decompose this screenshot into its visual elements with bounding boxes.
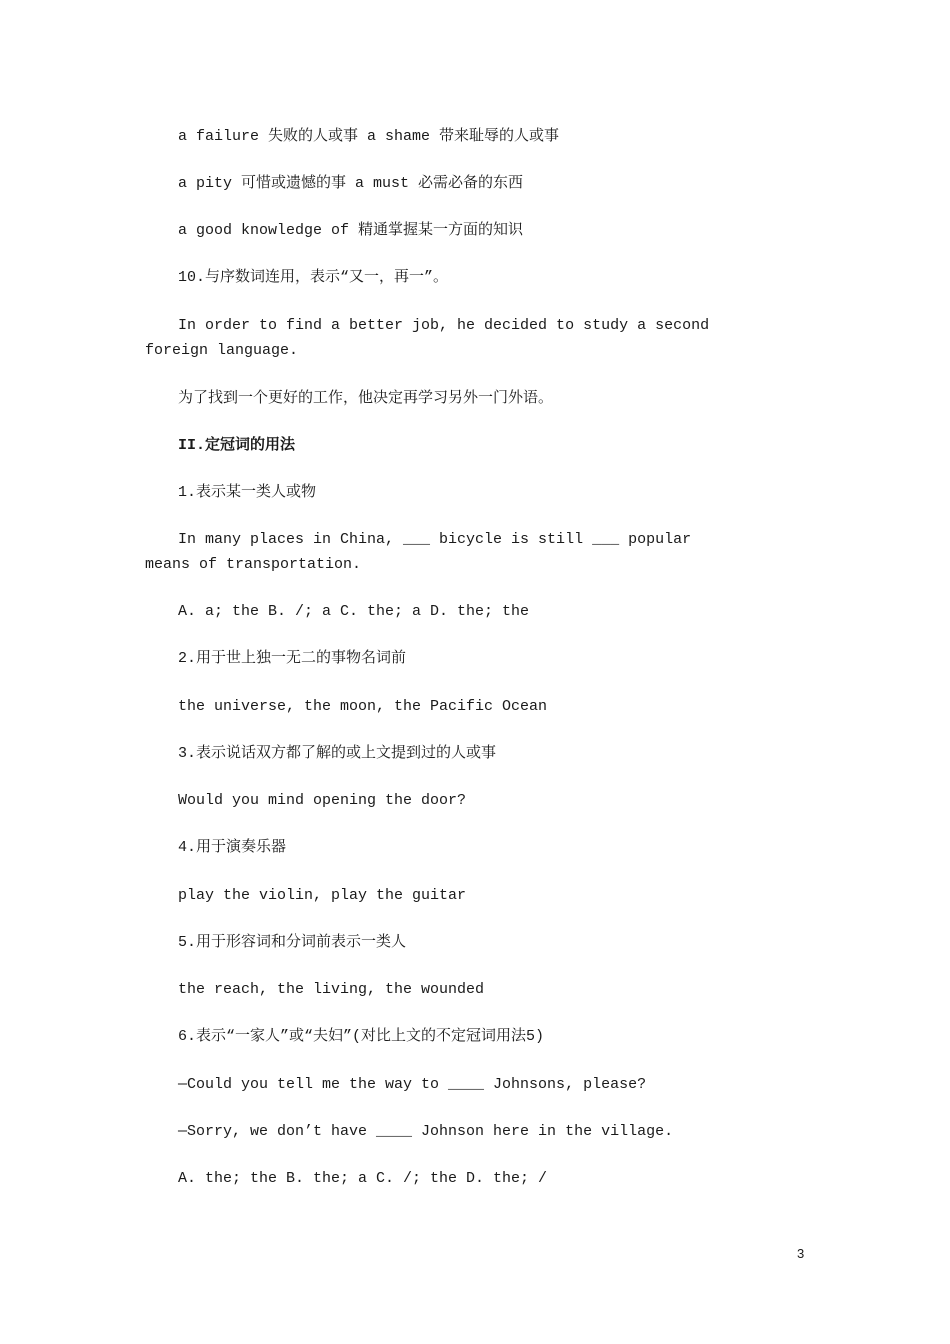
dialogue-line-2: —Sorry, we don’t have ____ Johnson here in the village. [178, 1123, 674, 1140]
dialogue-line-1: —Could you tell me the way to ____ Johnsons, please? [178, 1076, 647, 1093]
rule-heading-5: 5.用于形容词和分词前表示一类人 [178, 934, 407, 951]
page-number: 3 [797, 1246, 805, 1261]
section-title-definite-article: II.定冠词的用法 [178, 437, 296, 454]
text-line-1: a failure 失败的人或事 a shame 带来耻辱的人或事 [178, 128, 560, 145]
question-sentence: In many places in China, ___ bicycle is still ___ popular means of transportation. [145, 531, 692, 573]
translation-line: 为了找到一个更好的工作，他决定再学习另外一门外语。 [178, 390, 554, 407]
example-line-5: the reach, the living, the wounded [178, 981, 485, 998]
rule-heading-4: 4.用于演奏乐器 [178, 839, 287, 856]
rule-heading-2: 2.用于世上独一无二的事物名词前 [178, 650, 407, 667]
answer-options-2: A. the; the B. the; a C. /; the D. the; / [178, 1170, 548, 1187]
rule-heading-1: 1.表示某一类人或物 [178, 484, 317, 501]
example-line-2: the universe, the moon, the Pacific Ocean [178, 698, 548, 715]
example-line-3: Would you mind opening the door? [178, 792, 467, 809]
section-heading-10: 10.与序数词连用，表示“又一，再一”。 [178, 269, 449, 286]
example-line-4: play the violin, play the guitar [178, 887, 467, 904]
text-line-2: a pity 可惜或遗憾的事 a must 必需必备的东西 [178, 175, 524, 192]
rule-heading-6: 6.表示“一家人”或“夫妇”(对比上文的不定冠词用法5) [178, 1028, 545, 1045]
example-sentence: In order to find a better job, he decided to study a second foreign language. [145, 317, 710, 359]
answer-options-1: A. a; the B. /; a C. the; a D. the; the [178, 603, 530, 620]
text-line-3: a good knowledge of 精通掌握某一方面的知识 [178, 222, 524, 239]
rule-heading-3: 3.表示说话双方都了解的或上文提到过的人或事 [178, 745, 497, 762]
